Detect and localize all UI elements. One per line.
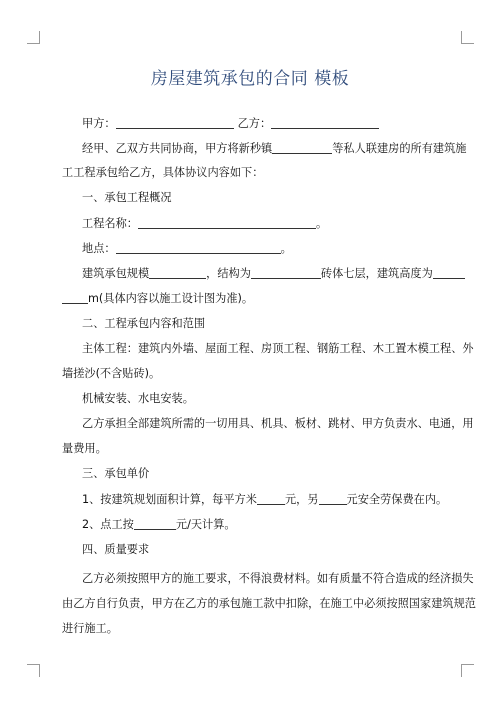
crop-mark-top-left bbox=[27, 31, 40, 44]
contractor-line-1: 乙方承担全部建筑所需的一切用具、机具、板材、跳材、甲方负责水、电通，用 bbox=[82, 417, 474, 430]
intro-blank-town[interactable] bbox=[272, 141, 332, 154]
scale-blank[interactable] bbox=[149, 266, 206, 279]
location-blank[interactable] bbox=[116, 241, 281, 254]
crop-mark-bottom-right bbox=[461, 664, 474, 677]
crop-mark-top-right bbox=[461, 31, 474, 44]
crop-mark-bottom-left bbox=[27, 664, 40, 677]
item1-text-part3: 元安全劳保费在内。 bbox=[346, 493, 448, 506]
intro-text-part1: 经甲、乙双方共同协商，甲方将新秒镇 bbox=[82, 142, 273, 155]
location-end: 。 bbox=[280, 242, 292, 255]
quality-line-2: 由乙方自行负责，甲方在乙方的承包施工款中扣除，在施工中必须按照国家建筑规范 bbox=[62, 597, 476, 610]
intro-text-part2: 等私人联建房的所有建筑施 bbox=[332, 142, 467, 155]
height-unit-text: m(具体内容以施工设计图为准)。 bbox=[88, 292, 254, 305]
structure-label: ，结构为 bbox=[206, 267, 251, 280]
intro-line-2: 工工程承包给乙方，具体协议内容如下： bbox=[62, 166, 264, 179]
project-name-blank[interactable] bbox=[138, 216, 316, 229]
section1-heading: 一、承包工程概况 bbox=[82, 191, 172, 204]
scale-line bbox=[82, 266, 472, 281]
main-works-line-1: 主体工程：建筑内外墙、屋面工程、房顶工程、钢筋工程、木工置木模工程、外 bbox=[82, 342, 474, 355]
scale-label: 建筑承包规模 bbox=[82, 267, 150, 280]
daily-rate-blank[interactable] bbox=[134, 517, 176, 530]
safety-fee-blank[interactable] bbox=[319, 492, 347, 505]
contractor-line-2: 量费用。 bbox=[62, 442, 107, 455]
intro-line-1 bbox=[82, 141, 472, 156]
quality-line-1: 乙方必须按照甲方的施工要求，不得浪费材料。如有质量不符合造成的经济损失 bbox=[82, 572, 474, 585]
item2-text-part2: 元/天计算。 bbox=[175, 518, 236, 531]
project-name-line bbox=[82, 216, 472, 231]
section4-heading: 四、质量要求 bbox=[82, 543, 150, 556]
quality-line-3: 进行施工。 bbox=[62, 622, 118, 635]
unit-price-item-2 bbox=[82, 517, 472, 532]
height-line bbox=[62, 291, 452, 306]
item1-text-part2: 元，另 bbox=[284, 493, 319, 506]
main-works-line-2: 墙搓沙(不含贴砖)。 bbox=[62, 367, 161, 380]
document-title: 房屋建筑承包的合同 模板 bbox=[150, 69, 350, 89]
mech-install-line: 机械安装、水电安装。 bbox=[82, 392, 194, 405]
party-a-label: 甲方： bbox=[82, 117, 116, 130]
item2-text-part1: 2、点工按 bbox=[82, 518, 134, 531]
price-per-sqm-blank[interactable] bbox=[257, 492, 285, 505]
party-a-blank[interactable] bbox=[116, 116, 234, 129]
project-name-end: 。 bbox=[315, 217, 328, 230]
brick-label: 砖体七层，建筑高度为 bbox=[320, 267, 433, 280]
party-b-blank[interactable] bbox=[271, 116, 379, 129]
item1-text-part1: 1、按建筑规划面积计算，每平方米 bbox=[82, 493, 257, 506]
height-blank-end[interactable] bbox=[62, 291, 88, 304]
section2-heading: 二、工程承包内容和范围 bbox=[82, 317, 206, 330]
section3-heading: 三、承包单价 bbox=[82, 467, 150, 480]
height-blank-start[interactable] bbox=[433, 266, 465, 279]
parties-line bbox=[82, 116, 472, 131]
location-line bbox=[82, 241, 472, 256]
location-label: 地点： bbox=[82, 242, 116, 255]
unit-price-item-1 bbox=[82, 492, 472, 507]
project-name-label: 工程名称： bbox=[82, 217, 138, 230]
party-b-label: 乙方： bbox=[237, 117, 272, 130]
structure-blank[interactable] bbox=[251, 266, 321, 279]
